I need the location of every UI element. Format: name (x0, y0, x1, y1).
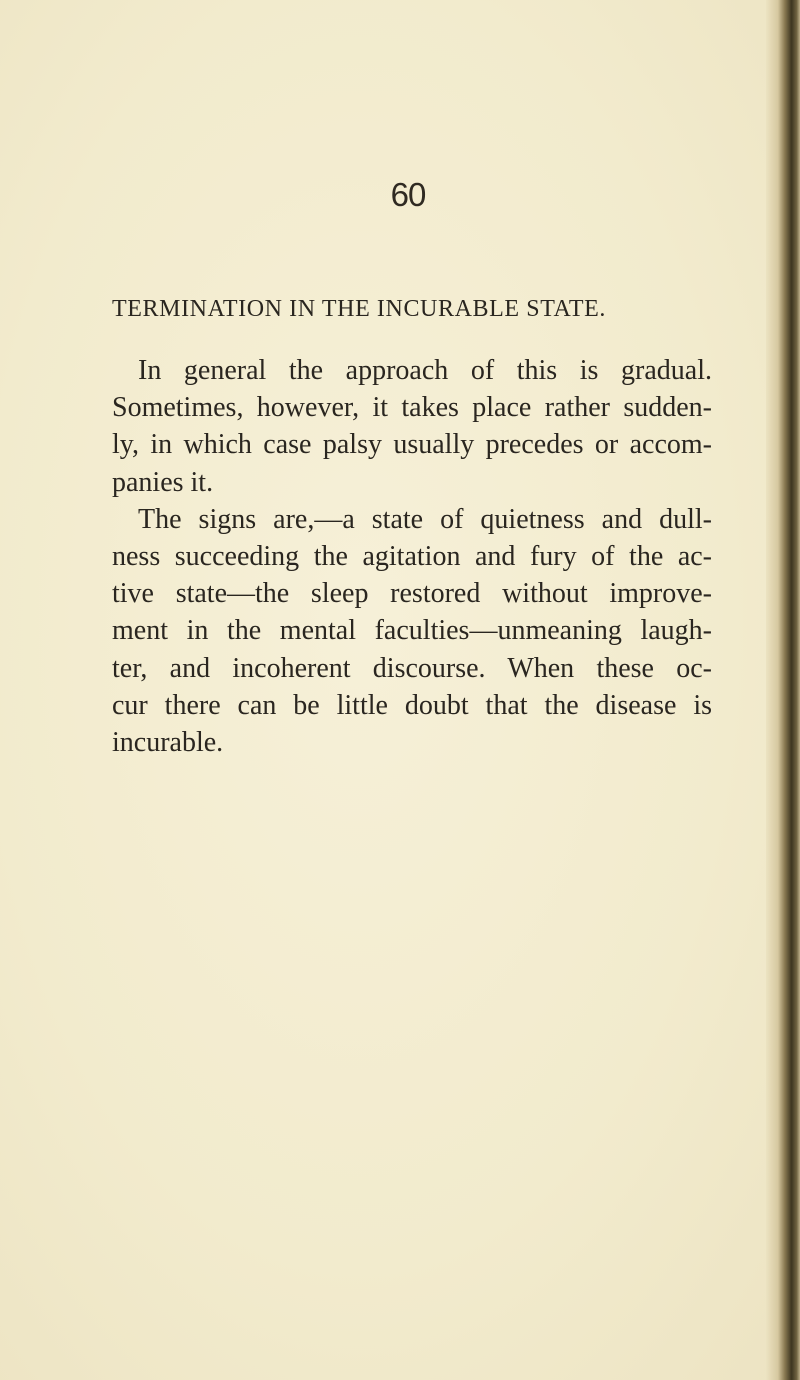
text-line: panies it. (112, 466, 214, 498)
page-number: 60 (390, 176, 426, 213)
text-line: ly, in which case palsy usually precedes or accom- (112, 429, 712, 461)
text-line: In general the approach of this is gradual. (138, 355, 712, 386)
page-edge-shadow (766, 0, 800, 1380)
text-line: incurable. (112, 727, 224, 759)
text-line: The signs are,—a state of quietness and dull- (138, 503, 712, 535)
text-line: Sometimes, however, it takes place rather sudden- (112, 392, 712, 424)
text-line: ness succeeding the agitation and fury of the ac- (112, 541, 712, 573)
text-line: cur there can be little doubt that the disease is (112, 689, 712, 721)
body-text (112, 352, 712, 761)
paragraph (112, 501, 712, 761)
text-line: ter, and incoherent discourse. When these oc- (112, 652, 712, 684)
paragraph (112, 352, 712, 501)
text-line: tive state—the sleep restored without improve- (112, 578, 712, 610)
section-heading: TERMINATION IN THE INCURABLE STATE. (112, 296, 606, 322)
text-line: ment in the mental faculties—unmeaning laugh- (112, 615, 712, 647)
